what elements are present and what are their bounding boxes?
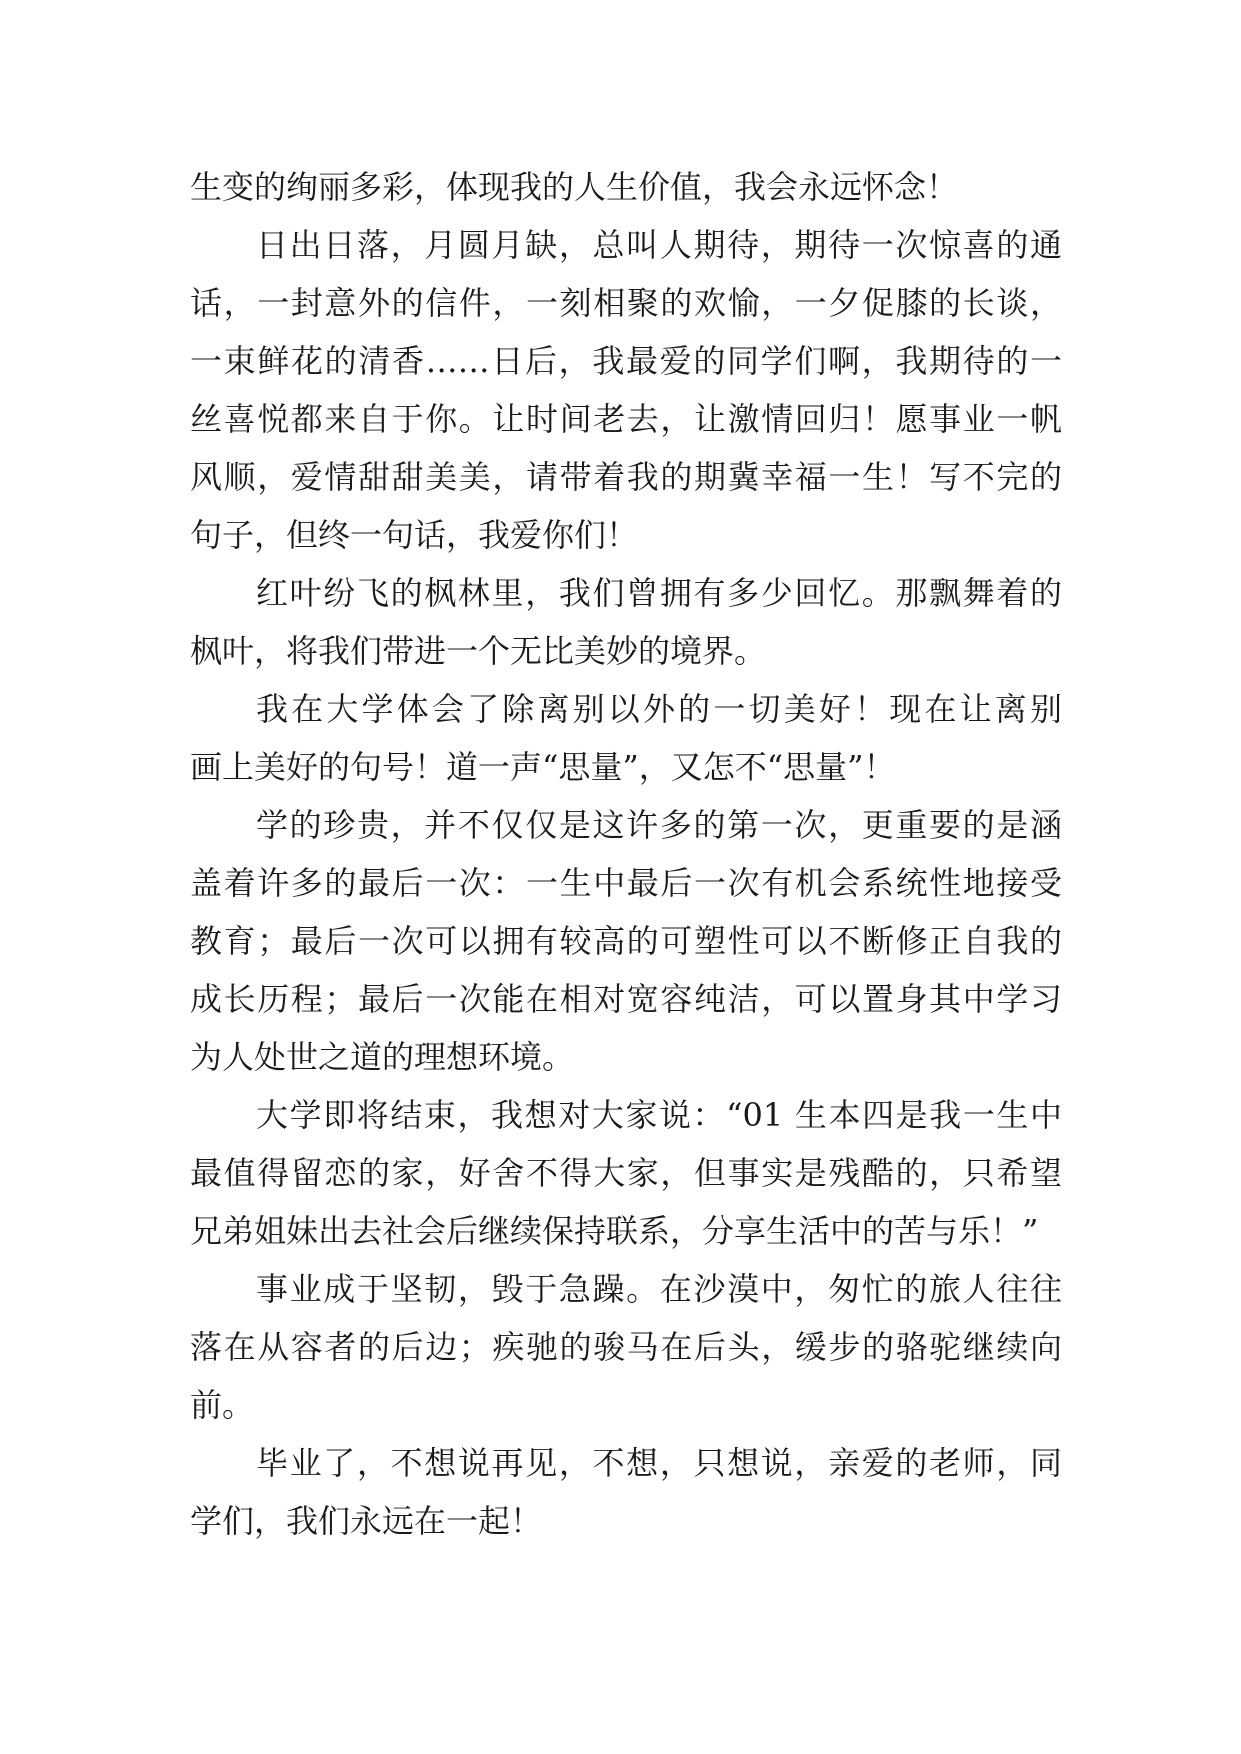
paragraph [190, 1260, 1062, 1434]
text-line: 兄弟姐妹出去社会后继续保持联系，分享生活中的苦与乐！” [190, 1212, 1039, 1250]
text-line: 枫叶，将我们带进一个无比美妙的境界。 [190, 632, 767, 670]
document-body [190, 158, 1062, 1550]
text-line: 生变的绚丽多彩，体现我的人生价值，我会永远怀念！ [190, 168, 959, 206]
text-line: 红叶纷飞的枫林里，我们曾拥有多少回忆。那飘舞着的 [256, 574, 1062, 612]
paragraph [190, 216, 1062, 564]
text-line: 事业成于坚韧，毁于急躁。在沙漠中，匆忙的旅人往往 [256, 1270, 1062, 1308]
text-line: 学的珍贵，并不仅仅是这许多的第一次，更重要的是涵 [256, 806, 1062, 844]
text-line: 教育；最后一次可以拥有较高的可塑性可以不断修正自我的 [190, 922, 1062, 960]
paragraph [190, 796, 1062, 1086]
paragraph [190, 564, 1062, 680]
text-line: 我在大学体会了除离别以外的一切美好！现在让离别 [256, 690, 1062, 728]
text-line: 落在从容者的后边；疾驰的骏马在后头，缓步的骆驼继续向 [190, 1328, 1062, 1366]
text-line: 风顺，爱情甜甜美美，请带着我的期冀幸福一生！写不完的 [190, 458, 1062, 496]
text-line: 前。 [190, 1386, 255, 1424]
text-line: 成长历程；最后一次能在相对宽容纯洁，可以置身其中学习 [190, 980, 1062, 1018]
text-line: 话，一封意外的信件，一刻相聚的欢愉，一夕促膝的长谈， [190, 284, 1062, 322]
text-line: 盖着许多的最后一次：一生中最后一次有机会系统性地接受 [190, 864, 1062, 902]
text-line: 一束鲜花的清香……日后，我最爱的同学们啊，我期待的一 [190, 342, 1062, 380]
paragraph [190, 158, 1062, 216]
text-line: 画上美好的句号！道一声“思量”，又怎不“思量”！ [190, 748, 896, 786]
text-line: 日出日落，月圆月缺，总叫人期待，期待一次惊喜的通 [256, 226, 1062, 264]
text-line: 学们，我们永远在一起！ [190, 1502, 543, 1540]
paragraph [190, 1434, 1062, 1550]
text-line: 丝喜悦都来自于你。让时间老去，让激情回归！愿事业一帆 [190, 400, 1062, 438]
paragraph [190, 1086, 1062, 1260]
text-line: 毕业了，不想说再见，不想，只想说，亲爱的老师，同 [256, 1444, 1062, 1482]
text-line: 句子，但终一句话，我爱你们！ [190, 516, 639, 554]
text-line: 为人处世之道的理想环境。 [190, 1038, 575, 1076]
text-line: 最值得留恋的家，好舍不得大家，但事实是残酷的，只希望 [190, 1154, 1062, 1192]
text-line: 大学即将结束，我想对大家说：“01 生本四是我一生中 [256, 1096, 1062, 1134]
paragraph [190, 680, 1062, 796]
